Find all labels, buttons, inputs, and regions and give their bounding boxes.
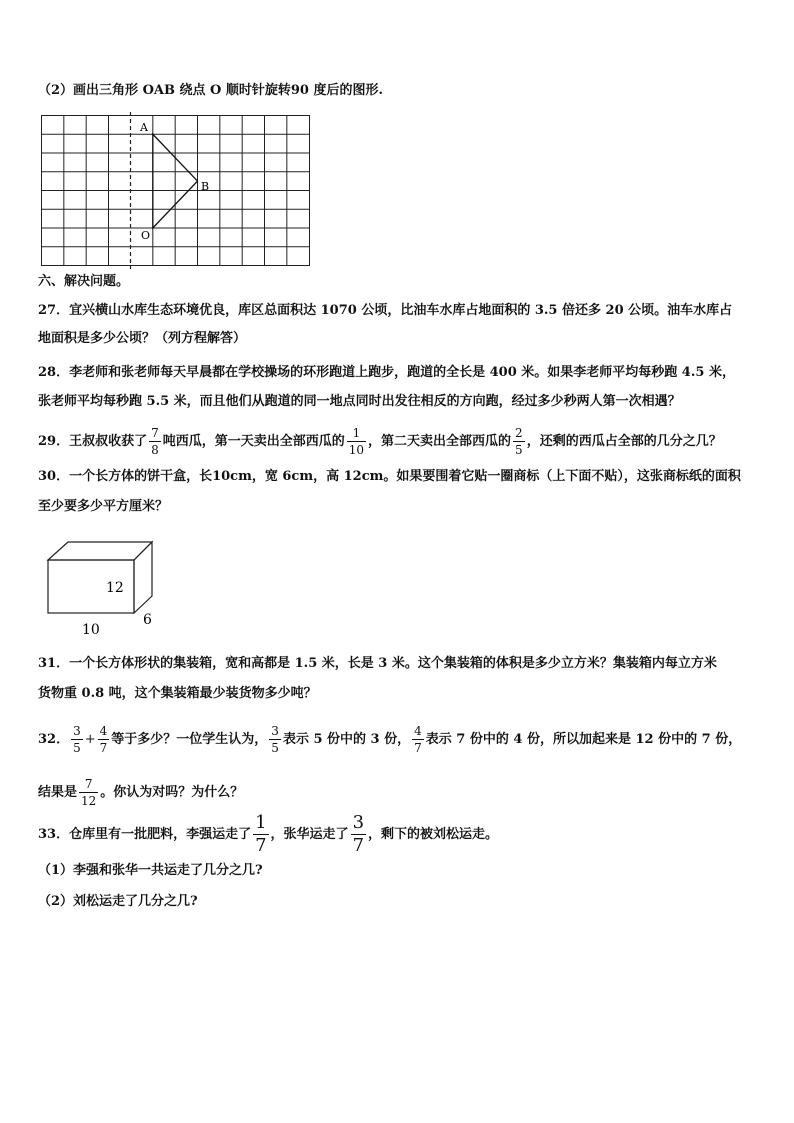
q32-fraction-e [79, 778, 98, 807]
q32-d-numerator: 4 [414, 724, 422, 738]
q32-text-5: 结果是 [38, 785, 78, 800]
q28-line2: 张老师平均每秒跑 5.5 米，而且他们从跑道的同一地点同时出发往相反的方向跑，经过多少秒两人第一次相遇？ [38, 394, 681, 409]
q29-frac1-denominator: 8 [151, 443, 159, 457]
q31-line1: 31．一个长方体形状的集装箱，宽和高都是 1.5 米，长是 3 米。这个集装箱的体积是多少立方米？集装箱内每立方米 [38, 656, 717, 671]
q32-a-denominator: 5 [73, 741, 81, 755]
section-6-title: 六、解决问题。 [38, 274, 130, 289]
q29-text-2: 吨西瓜，第一天卖出全部西瓜的 [162, 434, 345, 449]
q26-part2-text: （2）画出三角形 OAB 绕点 O 顺时针旋转90 度后的图形. [38, 83, 384, 98]
q29-frac3-denominator: 5 [515, 443, 523, 457]
q32-fraction-a [71, 725, 83, 754]
q33-frac1-numerator: 1 [255, 812, 267, 833]
q33-text-2: ，张华运走了 [270, 827, 349, 842]
q30-line1: 30．一个长方体的饼干盒，长10cm，宽 6cm，高 12cm。如果要围着它贴一圈商标（上下面不贴），这张商标纸的面积 [38, 469, 741, 484]
q32-text-2: 等于多少？一位学生认为， [111, 732, 268, 747]
rotation-grid-figure [38, 112, 314, 269]
q29-fraction-1 [149, 427, 161, 456]
q33-fraction-1 [253, 814, 268, 855]
q28-line1: 28．李老师和张老师每天早晨都在学校操场的环形跑道上跑步，跑道的全长是 400 米。如果李老师平均每秒跑 4.5 米， [38, 365, 735, 380]
q32-fraction-b [98, 725, 110, 754]
q32-d-denominator: 7 [414, 741, 422, 755]
q29-frac3-numerator: 2 [515, 426, 523, 440]
q29-frac1-numerator: 7 [151, 426, 159, 440]
q33-sub2: （2）刘松运走了几分之几? [38, 894, 198, 909]
q33-frac2-denominator: 7 [352, 835, 365, 856]
point-a-label: A [140, 121, 148, 134]
q29-frac2-numerator: 1 [347, 427, 366, 442]
width-label: 6 [143, 612, 152, 628]
point-o-label: O [141, 229, 151, 242]
q33-text-3: ，剩下的被刘松运走。 [368, 827, 499, 842]
q29-text-1: 29．王叔叔收获了 [38, 434, 148, 449]
q29-line [38, 422, 722, 462]
q31-line2: 货物重 0.8 吨，这个集装箱最少装货物多少吨？ [38, 686, 317, 701]
q29-fraction-3 [513, 427, 525, 456]
q33-sub1: （1）李强和张华一共运走了几分之几? [38, 863, 263, 878]
q32-c-denominator: 5 [271, 741, 279, 755]
q32-fraction-d [412, 725, 424, 754]
cuboid-figure [44, 538, 164, 638]
grid-lines [42, 116, 310, 266]
q32-plus-sign: + [84, 732, 96, 747]
q33-text-1: 33．仓库里有一批肥料，李强运走了 [38, 827, 252, 842]
q27-line1: 27．宜兴横山水库生态环境优良，库区总面积达 1070 公顷，比油车水库占地面积的 3.5 倍还多 20 公顷。油车水库占 [38, 303, 733, 318]
q33-fraction-2 [351, 814, 366, 855]
height-label: 12 [106, 580, 124, 596]
q32-c-numerator: 3 [271, 724, 279, 738]
q32-text-6: 。你认为对吗？为什么？ [100, 785, 244, 800]
length-label: 10 [82, 622, 100, 638]
q32-line1 [38, 719, 741, 761]
q32-e-denominator: 12 [81, 794, 97, 808]
q32-fraction-c [269, 725, 281, 754]
cuboid-edges [48, 542, 152, 613]
q27-line2: 地面积是多少公顷？（列方程解答） [38, 331, 247, 346]
q32-text-1: 32． [38, 732, 70, 747]
q32-b-denominator: 7 [99, 741, 108, 755]
q29-fraction-2 [347, 427, 366, 456]
q33-line [38, 812, 498, 858]
q29-text-4: ，还剩的西瓜占全部的几分之几？ [526, 434, 722, 449]
q32-text-4: 表示 7 份中的 4 份，所以加起来是 12 份中的 7 份， [425, 732, 742, 747]
q32-b-numerator: 4 [99, 724, 108, 738]
q29-frac2-denominator: 10 [348, 443, 365, 457]
q32-line2 [38, 772, 243, 814]
q33-frac1-denominator: 7 [255, 835, 267, 856]
q33-frac2-numerator: 3 [352, 812, 365, 833]
point-b-label: B [201, 180, 210, 193]
q32-e-numerator: 7 [79, 778, 98, 793]
q29-text-3: ，第二天卖出全部西瓜的 [368, 434, 512, 449]
q30-line2: 至少要多少平方厘米？ [38, 499, 169, 514]
q32-text-3: 表示 5 份中的 3 份， [282, 732, 411, 747]
q32-a-numerator: 3 [73, 724, 81, 738]
